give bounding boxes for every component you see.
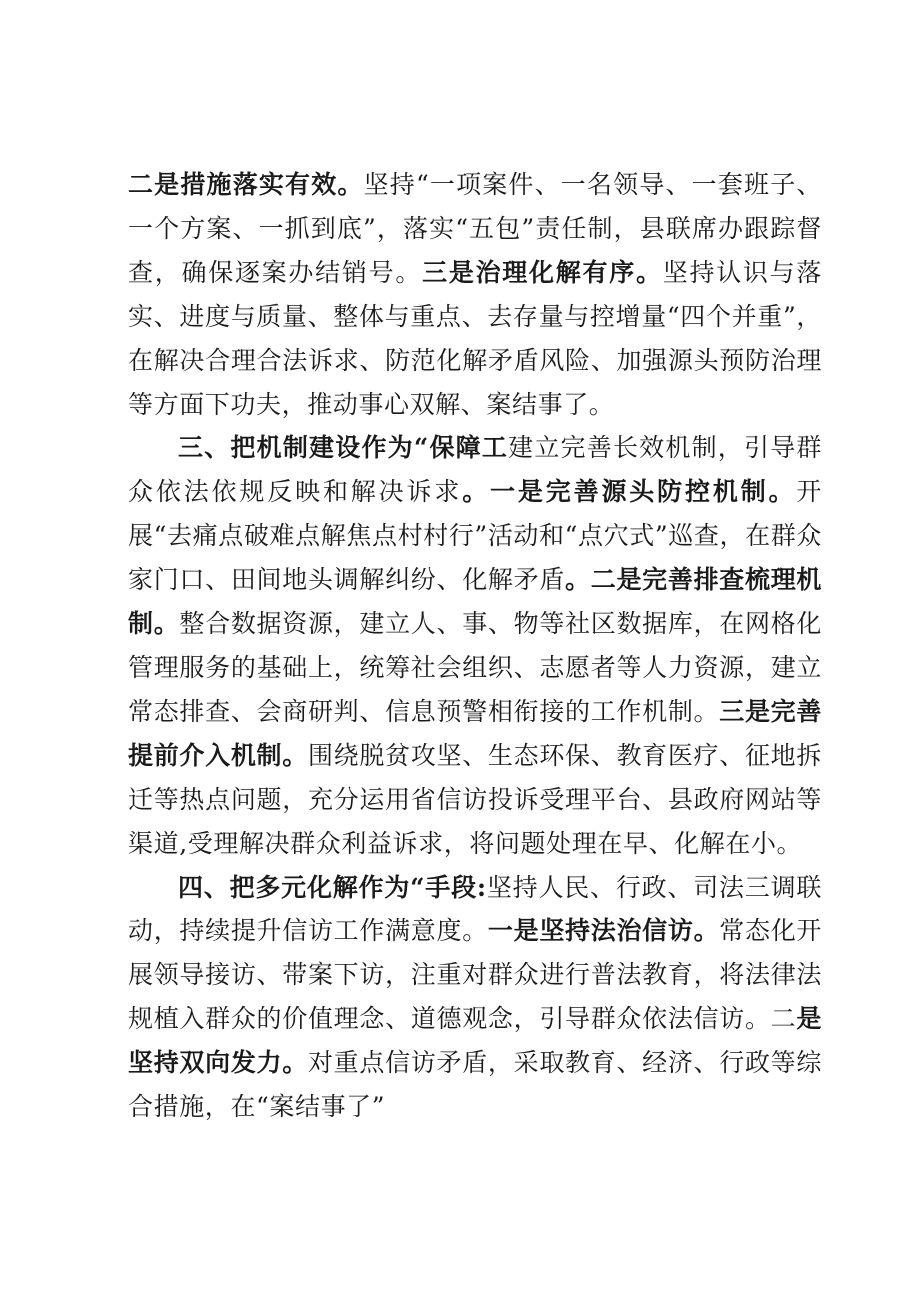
text-run: 整合数据资源，建立人、事、物等社区数据库，在网格化管理服务的基础上，统筹社会组织、志愿者等人力资源，建立常态排查、会商研判、信息预警相衔接的工作机制。: [128, 609, 822, 726]
paragraph-mechanism: [128, 426, 822, 865]
text-run: 坚持认识与落实、进度与质量、整体与重点、去存量与控增量“四个并重”，在解决合理合法诉求、防范化解矛盾风险、加强源头预防治理等方面下功夫，推动事心双解、案结事了。: [128, 257, 822, 419]
text-run: 围绕脱贫攻坚、生态环保、教育医疗、征地拆迁等热点问题，充分运用省信访投诉受理平台、县政府网站等渠道,受理解决群众利益诉求，将问题处理在早、化解在小。: [128, 740, 822, 858]
bold-run: 一是坚持法治信访。: [487, 916, 720, 946]
bold-run: 。一是完善源头防控机制。: [462, 477, 797, 507]
document-body: [128, 163, 822, 1129]
text-run: 坚持人民、行政、司法三调联动，持续提升信访工作满意度。: [128, 872, 822, 946]
bold-run: 。二是完善排查梳理机制。: [128, 565, 822, 639]
bold-run: 三是治理化解有序。: [422, 257, 663, 287]
section-heading: 三、把机制建设作为“保障工: [178, 433, 509, 463]
paragraph-measures: [128, 163, 822, 426]
text-run: 建立完善长效机制，引导群众依法依规反映和解决诉求: [128, 433, 823, 507]
bold-run: 三是完善提前介入机制。: [128, 696, 822, 770]
text-run: 开展“去痛点破难点解焦点村村行”活动和“点穴式”巡查，在群众家门口、田间地头调解纠纷、化解矛盾: [128, 477, 823, 595]
bold-run: 是坚持双向发力。: [128, 1004, 822, 1078]
paragraph-resolution: [128, 866, 822, 1129]
bold-run: 二是措施落实有效。: [128, 170, 364, 199]
section-heading: 四、把多元化解作为“手段:: [178, 872, 487, 902]
text-run: 坚持“一项案件、一名领导、一套班子、一个方案、一抓到底”，落实“五包”责任制，县联席办跟踪督查，确保逐案办结销号。: [128, 170, 822, 287]
text-run: 对重点信访矛盾，采取教育、经济、行政等综合措施，在“案结事了”: [128, 1048, 822, 1122]
text-run: 常态化开展领导接访、带案下访，注重对群众进行普法教育，将法律法规植入群众的价值理念、道德观念，引导群众依法信访。二: [128, 916, 823, 1034]
